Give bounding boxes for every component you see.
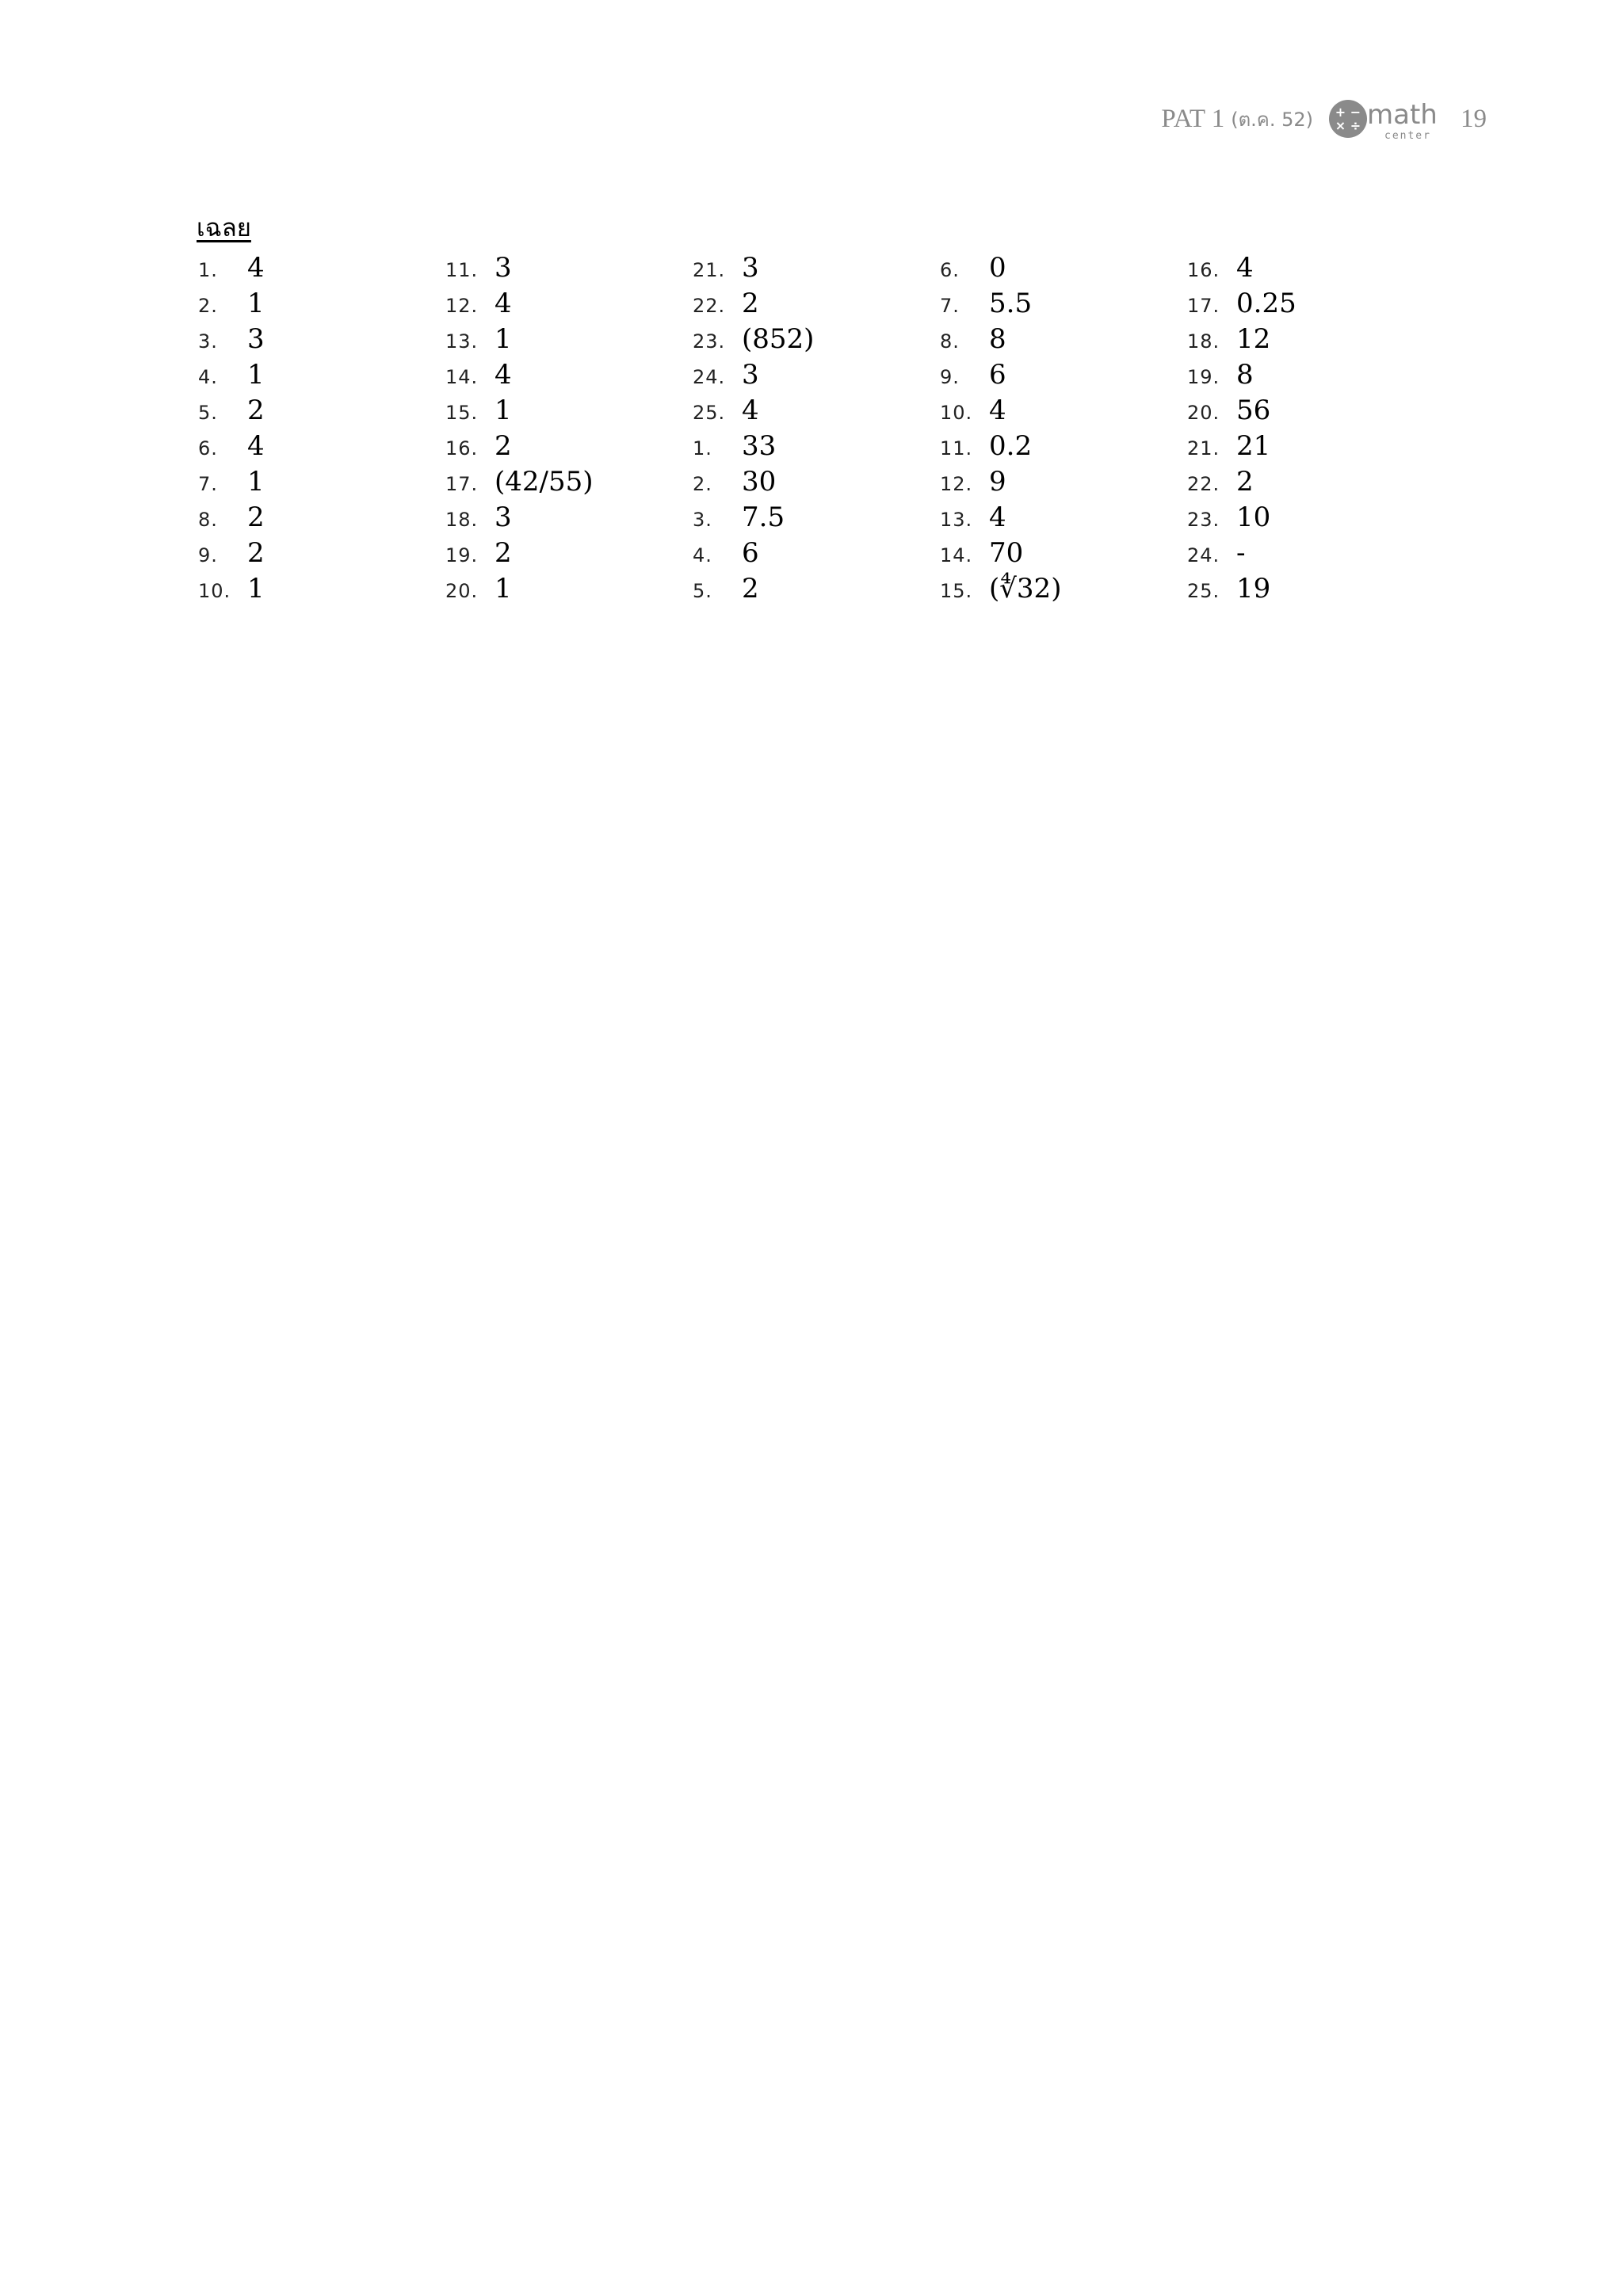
answer-row — [445, 466, 683, 502]
answer-column — [198, 252, 436, 608]
question-number: 23. — [1187, 509, 1220, 531]
answer-value: 1 — [247, 359, 265, 391]
question-number: 20. — [445, 580, 479, 602]
answer-row — [940, 430, 1178, 466]
question-number: 12. — [445, 295, 479, 317]
question-number: 2. — [198, 295, 218, 317]
answer-value: 2 — [742, 288, 759, 319]
answer-row — [693, 466, 930, 502]
answer-value: 4 — [247, 252, 265, 284]
answer-value: 5.5 — [989, 288, 1033, 319]
answer-value: 1 — [495, 323, 512, 355]
answer-value: - — [1236, 537, 1246, 569]
question-number: 25. — [693, 402, 726, 424]
question-number: 21. — [1187, 437, 1220, 460]
answer-value: 2 — [742, 573, 759, 605]
answer-row — [445, 359, 683, 395]
question-number: 13. — [445, 330, 479, 353]
answer-row — [693, 502, 930, 537]
answer-row — [445, 288, 683, 323]
answer-value: 56 — [1236, 395, 1271, 426]
answer-value: 4 — [989, 502, 1006, 533]
question-number: 4. — [693, 544, 712, 566]
header-subtitle: (ต.ค. 52) — [1231, 108, 1313, 131]
answer-row — [940, 252, 1178, 288]
answer-value: 7.5 — [742, 502, 785, 533]
page-number: 19 — [1461, 104, 1487, 133]
answer-value: 3 — [247, 323, 265, 355]
answer-value: 21 — [1236, 430, 1271, 462]
question-number: 17. — [1187, 295, 1220, 317]
answer-row — [445, 323, 683, 359]
question-number: 10. — [940, 402, 973, 424]
question-number: 14. — [445, 366, 479, 388]
answer-value: (42/55) — [495, 466, 594, 498]
answer-row — [1187, 430, 1425, 466]
answer-row — [693, 573, 930, 608]
answer-row — [198, 430, 436, 466]
header-title: PAT 1 — [1161, 104, 1225, 133]
question-number: 5. — [198, 402, 218, 424]
answer-row — [198, 537, 436, 573]
answer-row — [940, 323, 1178, 359]
answer-row — [693, 359, 930, 395]
question-number: 22. — [1187, 473, 1220, 495]
question-number: 22. — [693, 295, 726, 317]
answer-value: 3 — [742, 359, 759, 391]
answer-value: 3 — [742, 252, 759, 284]
answer-row — [198, 395, 436, 430]
math-center-logo — [1327, 95, 1446, 143]
answer-value: 1 — [495, 573, 512, 605]
question-number: 1. — [693, 437, 712, 460]
question-number: 24. — [1187, 544, 1220, 566]
question-number: 24. — [693, 366, 726, 388]
answer-column — [693, 252, 930, 608]
answer-value: 2 — [247, 395, 265, 426]
logo-wordmark: math — [1367, 99, 1438, 131]
question-number: 21. — [693, 259, 726, 281]
question-number: 16. — [445, 437, 479, 460]
question-number: 8. — [198, 509, 218, 531]
answer-value: 1 — [495, 395, 512, 426]
question-number: 6. — [198, 437, 218, 460]
answer-row — [1187, 466, 1425, 502]
question-number: 3. — [198, 330, 218, 353]
question-number: 18. — [1187, 330, 1220, 353]
answer-row — [940, 466, 1178, 502]
question-number: 7. — [198, 473, 218, 495]
answer-value: 4 — [989, 395, 1006, 426]
question-number: 9. — [198, 544, 218, 566]
answer-row — [1187, 573, 1425, 608]
question-number: 2. — [693, 473, 712, 495]
answer-column — [940, 252, 1178, 608]
question-number: 4. — [198, 366, 218, 388]
answer-row — [198, 359, 436, 395]
question-number: 11. — [940, 437, 973, 460]
svg-text:+ −: + − — [1335, 105, 1361, 120]
answer-row — [198, 573, 436, 608]
answer-row — [693, 537, 930, 573]
question-number: 6. — [940, 259, 960, 281]
answer-row — [940, 537, 1178, 573]
question-number: 9. — [940, 366, 960, 388]
question-number: 5. — [693, 580, 712, 602]
answer-row — [940, 573, 1178, 608]
answer-row — [445, 395, 683, 430]
question-number: 20. — [1187, 402, 1220, 424]
answer-value: 1 — [247, 466, 265, 498]
question-number: 8. — [940, 330, 960, 353]
question-number: 13. — [940, 509, 973, 531]
answer-value: 33 — [742, 430, 777, 462]
answer-row — [198, 502, 436, 537]
answer-column — [1187, 252, 1425, 608]
answer-value: 2 — [1236, 466, 1254, 498]
answer-value: 4 — [495, 359, 512, 391]
answer-row — [1187, 502, 1425, 537]
answer-row — [940, 395, 1178, 430]
answer-value: 8 — [1236, 359, 1254, 391]
question-number: 23. — [693, 330, 726, 353]
svg-text:× ÷: × ÷ — [1335, 118, 1361, 133]
answer-value: 30 — [742, 466, 777, 498]
answer-row — [693, 323, 930, 359]
question-number: 14. — [940, 544, 973, 566]
answer-value: 4 — [1236, 252, 1254, 284]
question-number: 16. — [1187, 259, 1220, 281]
answer-value: 12 — [1236, 323, 1271, 355]
question-number: 25. — [1187, 580, 1220, 602]
question-number: 7. — [940, 295, 960, 317]
answer-row — [445, 537, 683, 573]
answer-row — [1187, 252, 1425, 288]
answer-value: 3 — [495, 502, 512, 533]
answer-row — [198, 323, 436, 359]
answer-row — [198, 252, 436, 288]
answer-row — [693, 430, 930, 466]
answer-value: 0.25 — [1236, 288, 1296, 319]
answer-value: (∜32) — [989, 573, 1062, 605]
answer-row — [1187, 323, 1425, 359]
answer-row — [1187, 288, 1425, 323]
answer-value: 9 — [989, 466, 1006, 498]
answer-value: 6 — [989, 359, 1006, 391]
answer-row — [1187, 395, 1425, 430]
answer-value: (852) — [742, 323, 815, 355]
answer-value: 10 — [1236, 502, 1271, 533]
answer-row — [445, 252, 683, 288]
answer-row — [940, 288, 1178, 323]
answer-column — [445, 252, 683, 608]
question-number: 1. — [198, 259, 218, 281]
answer-value: 2 — [247, 502, 265, 533]
question-number: 12. — [940, 473, 973, 495]
answer-row — [198, 288, 436, 323]
question-number: 18. — [445, 509, 479, 531]
answer-value: 4 — [247, 430, 265, 462]
answer-row — [1187, 359, 1425, 395]
question-number: 15. — [445, 402, 479, 424]
answer-value: 1 — [247, 573, 265, 605]
answer-value: 4 — [742, 395, 759, 426]
answer-row — [693, 252, 930, 288]
question-number: 15. — [940, 580, 973, 602]
answer-value: 2 — [495, 430, 512, 462]
answer-value: 0.2 — [989, 430, 1033, 462]
answer-value: 2 — [495, 537, 512, 569]
answer-value: 19 — [1236, 573, 1271, 605]
answer-value: 2 — [247, 537, 265, 569]
question-number: 11. — [445, 259, 479, 281]
question-number: 17. — [445, 473, 479, 495]
answer-row — [445, 502, 683, 537]
logo-subtext: center — [1384, 130, 1431, 142]
question-number: 10. — [198, 580, 231, 602]
answer-value: 1 — [247, 288, 265, 319]
answer-row — [693, 288, 930, 323]
answers-heading: เฉลย — [197, 214, 251, 242]
question-number: 19. — [1187, 366, 1220, 388]
answer-row — [445, 573, 683, 608]
question-number: 19. — [445, 544, 479, 566]
answer-row — [693, 395, 930, 430]
answer-value: 0 — [989, 252, 1006, 284]
answer-row — [940, 359, 1178, 395]
answer-row — [198, 466, 436, 502]
answer-row — [1187, 537, 1425, 573]
answer-key-grid — [198, 252, 1434, 616]
page-header — [1030, 95, 1487, 143]
answer-value: 8 — [989, 323, 1006, 355]
question-number: 3. — [693, 509, 712, 531]
answer-value: 70 — [989, 537, 1024, 569]
answer-row — [445, 430, 683, 466]
answer-value: 3 — [495, 252, 512, 284]
answer-value: 4 — [495, 288, 512, 319]
answer-row — [940, 502, 1178, 537]
answer-value: 6 — [742, 537, 759, 569]
